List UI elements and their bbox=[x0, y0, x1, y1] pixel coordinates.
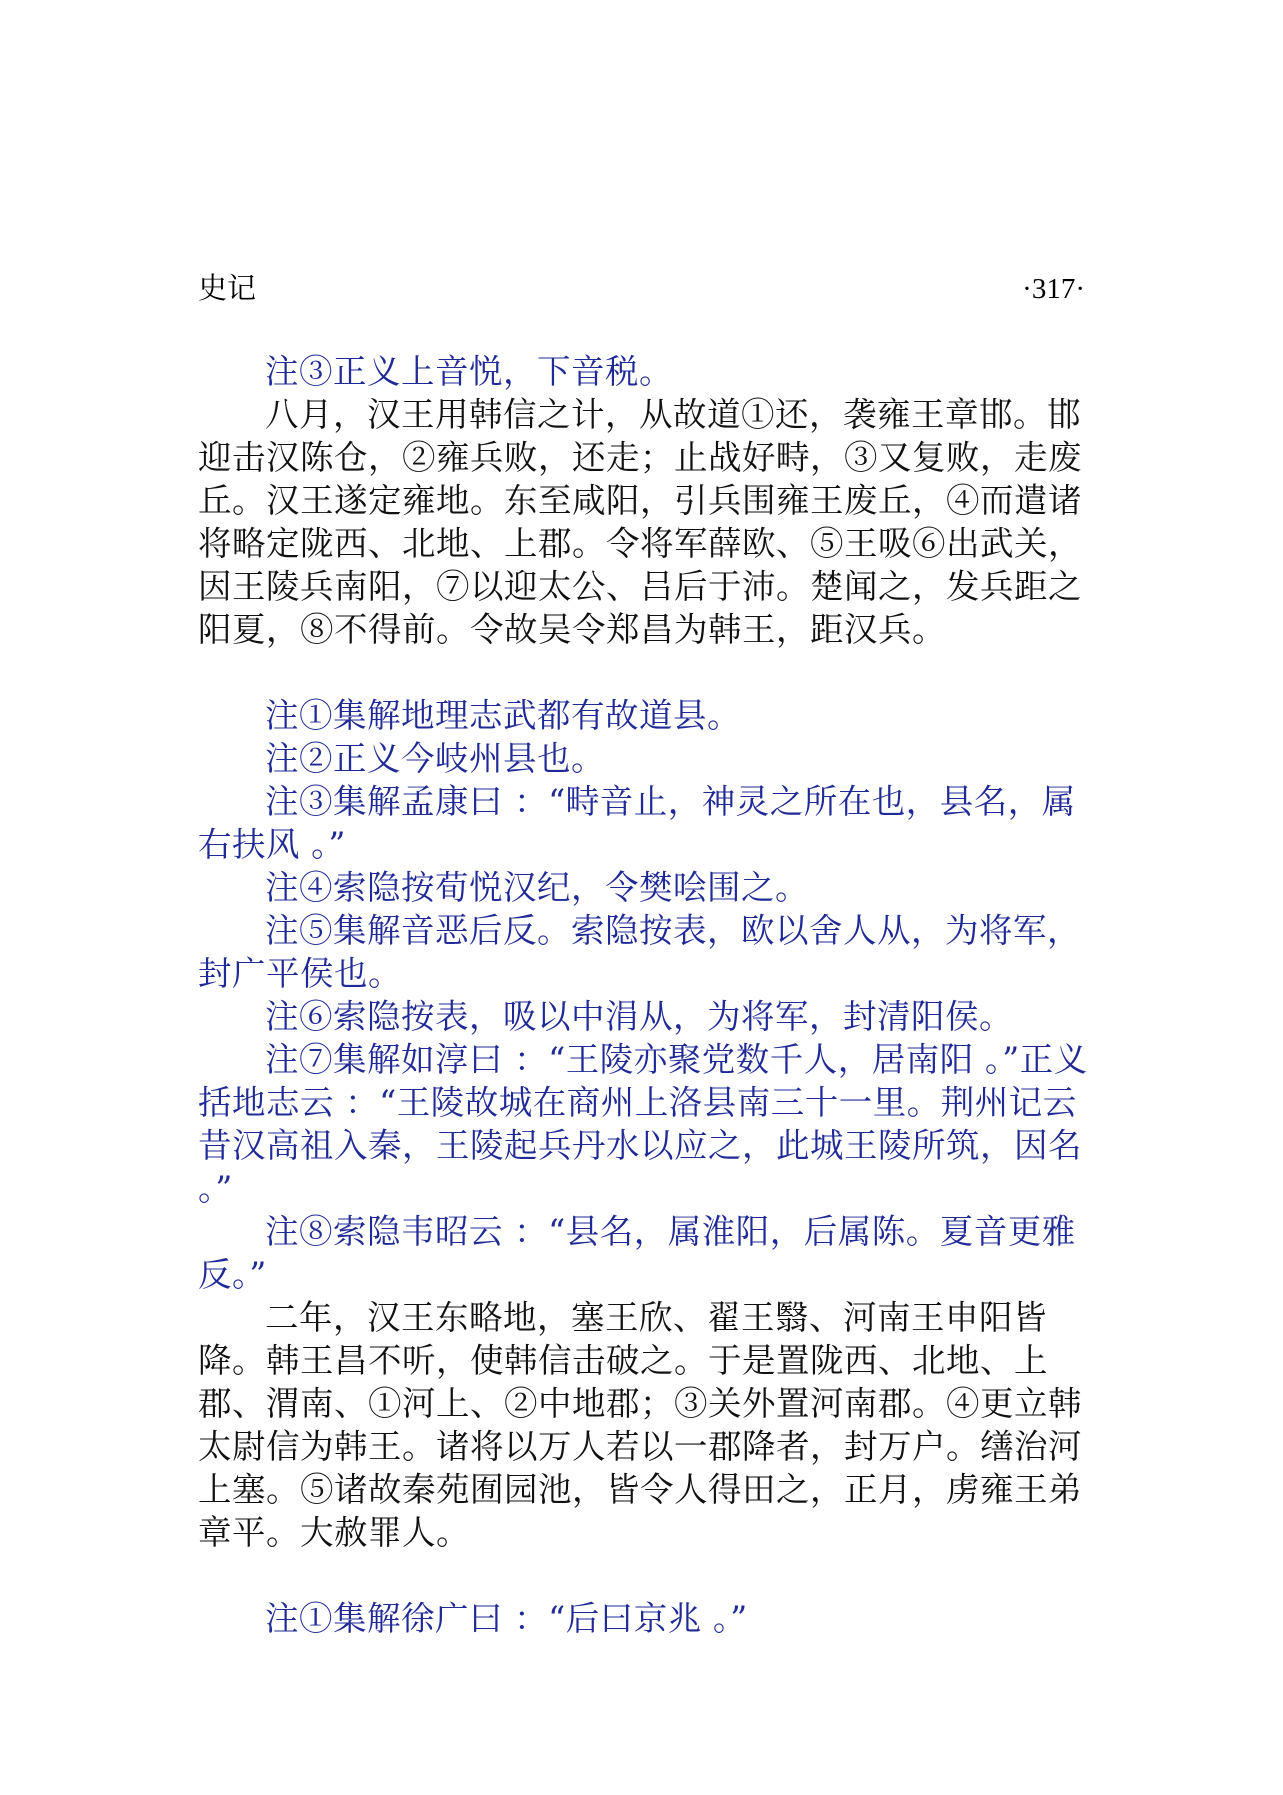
note-paragraph: 注①集解地理志武都有故道县。 bbox=[265, 696, 741, 735]
note-paragraph: 注⑦集解如淳曰 ：“王陵亦聚党数千人，居南阳 。”正义括地志云 ：“王陵故城在商州上洛县南三十一里。荆州记云昔汉高祖入秦，王陵起兵丹水以应之，此城王陵所筑，因名 。” bbox=[198, 1040, 1088, 1208]
note-paragraph: 注②正义今岐州县也。 bbox=[265, 739, 605, 778]
note-paragraph: 注③集解孟康曰 ：“畤音止，神灵之所在也，县名，属右扶风 。” bbox=[198, 782, 1076, 864]
main-paragraph: 八月，汉王用韩信之计，从故道①还，袭雍王章邯。邯迎击汉陈仓，②雍兵败，还走；止战好畤，③又复败，走废丘。汉王遂定雍地。东至咸阳，引兵围雍王废丘，④而遣诸将略定陇西、北地、上郡。令将军薛欧、⑤王吸⑥出武关，因王陵兵南阳，⑦以迎太公、吕后于沛。楚闻之，发兵距之阳夏，⑧不得前。令故吴令郑昌为韩王，距汉兵。 bbox=[198, 395, 1082, 649]
note-paragraph: 注⑧索隐韦昭云 ：“县名，属淮阳，后属陈。夏音更雅反。” bbox=[198, 1212, 1076, 1294]
body-text bbox=[198, 350, 1098, 1640]
note-paragraph: 注⑥索隐按表，吸以中涓从，为将军，封清阳侯。 bbox=[265, 997, 1013, 1036]
paragraph-gap bbox=[198, 1554, 1098, 1597]
note-paragraph: 注①集解徐广曰 ：“后曰京兆 。” bbox=[265, 1599, 748, 1638]
book-title: 史记 bbox=[198, 271, 257, 305]
main-paragraph: 二年，汉王东略地，塞王欣、翟王翳、河南王申阳皆降。韩王昌不听，使韩信击破之。于是置陇西、北地、上郡、渭南、①河上、②中地郡；③关外置河南郡。④更立韩太尉信为韩王。诸将以万人若以一郡降者，封万户。缮治河上塞。⑤诸故秦苑囿园池，皆令人得田之，正月，虏雍王弟章平。大赦罪人。 bbox=[198, 1298, 1082, 1552]
note-paragraph: 注⑤集解音恶后反。索隐按表，欧以舍人从，为将军，封广平侯也。 bbox=[198, 911, 1081, 993]
paragraph-gap bbox=[198, 651, 1098, 694]
note-paragraph: 注③正义上音悦，下音税。 bbox=[265, 352, 673, 391]
page-number: ·317· bbox=[1022, 273, 1085, 305]
note-paragraph: 注④索隐按荀悦汉纪，令樊哙围之。 bbox=[265, 868, 809, 907]
running-header bbox=[198, 266, 1085, 307]
